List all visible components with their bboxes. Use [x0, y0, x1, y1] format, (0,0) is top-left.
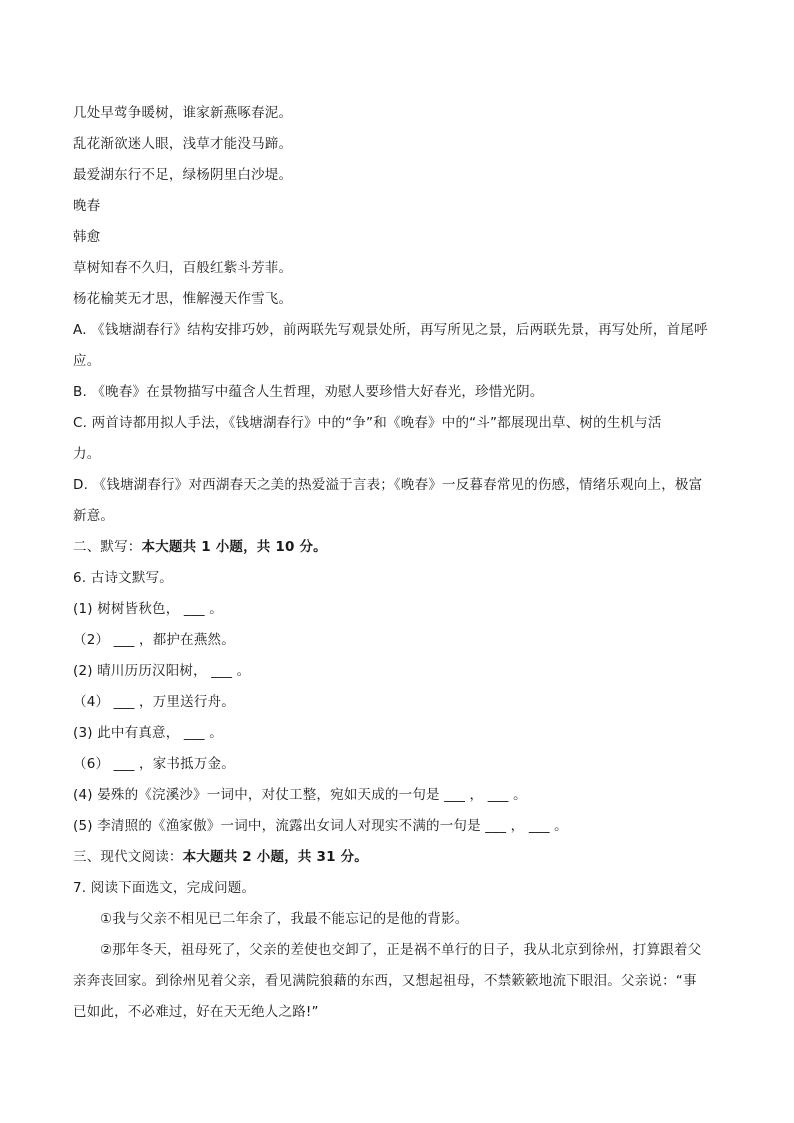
option-b-line1: B. 《晚春》在景物描写中蕴含人生哲理，劝慰人要珍惜大好春光，珍惜光阴。: [73, 384, 544, 400]
section2-heading: [73, 538, 723, 556]
q6-item-5: (3) 此中有真意， ___ 。: [73, 725, 223, 741]
poem2-title: 晚春: [73, 198, 101, 214]
passage-para2-line3: 已如此，不必难过，好在天无绝人之路!”: [73, 1004, 319, 1020]
poem1-line3: 几处早莺争暖树，谁家新燕啄春泥。: [73, 105, 293, 121]
section2-heading-bold: 本大题共 1 小题，共 10 分。: [141, 539, 327, 555]
passage-para2-line1: ②那年冬天，祖母死了，父亲的差使也交卸了，正是祸不单行的日子，我从北京到徐州，打算跟着父: [100, 942, 702, 958]
passage-para2-line2: 亲奔丧回家。到徐州见着父亲，看见满院狼藉的东西，又想起祖母，不禁簌簌地流下眼泪。父亲说：“事: [73, 973, 697, 989]
question-7-title: 7. 阅读下面选文，完成问题。: [73, 880, 256, 896]
poem2-line2: 杨花榆荚无才思，惟解漫天作雪飞。: [73, 291, 293, 307]
q6-item-4: （4） ___ ，万里送行舟。: [73, 694, 235, 710]
passage-para1: ①我与父亲不相见已二年余了，我最不能忘记的是他的背影。: [100, 911, 469, 927]
question-6-title: 6. 古诗文默写。: [73, 570, 173, 586]
section3-heading-prefix: 三、现代文阅读：: [73, 849, 183, 865]
poem1-line5: 最爱湖东行不足，绿杨阴里白沙堤。: [73, 167, 293, 183]
section2-heading-prefix: 二、默写：: [73, 539, 142, 555]
q6-item-3: (2) 晴川历历汉阳树， ___ 。: [73, 663, 251, 679]
option-a-line1: A. 《钱塘湖春行》结构安排巧妙，前两联先写观景处所，再写所见之景，后两联先景，再写处所，首尾呼: [73, 322, 708, 338]
q6-item-2: （2） ___ ，都护在燕然。: [73, 632, 235, 648]
option-a-line2: 应。: [73, 353, 101, 369]
poem2-author: 韩愈: [73, 229, 101, 245]
q6-item-8: (5) 李清照的《渔家傲》一词中，流露出女词人对现实不满的一句是 ___ ， ___ 。: [73, 818, 568, 834]
option-c-line2: 力。: [73, 446, 101, 462]
q6-item-7: (4) 晏殊的《浣溪沙》一词中，对仗工整，宛如天成的一句是 ___ ， ___ 。: [73, 787, 527, 803]
poem1-line4: 乱花渐欲迷人眼，浅草才能没马蹄。: [73, 136, 293, 152]
section3-heading-bold: 本大题共 2 小题，共 31 分。: [182, 849, 368, 865]
option-d-line1: D. 《钱塘湖春行》对西湖春天之美的热爱溢于言表；《晚春》一反暮春常见的伤感，情绪乐观向上，极富: [73, 477, 703, 493]
option-d-line2: 新意。: [73, 508, 115, 524]
q6-item-6: （6） ___ ，家书抵万金。: [73, 756, 235, 772]
section3-heading: [73, 848, 723, 866]
poem2-line1: 草树知春不久归，百般红紫斗芳菲。: [73, 260, 293, 276]
q6-item-1: (1) 树树皆秋色， ___ 。: [73, 601, 223, 617]
option-c-line1: C. 两首诗都用拟人手法，《钱塘湖春行》中的“争”和《晚春》中的“斗”都展现出草、树的生机与活: [73, 415, 662, 431]
